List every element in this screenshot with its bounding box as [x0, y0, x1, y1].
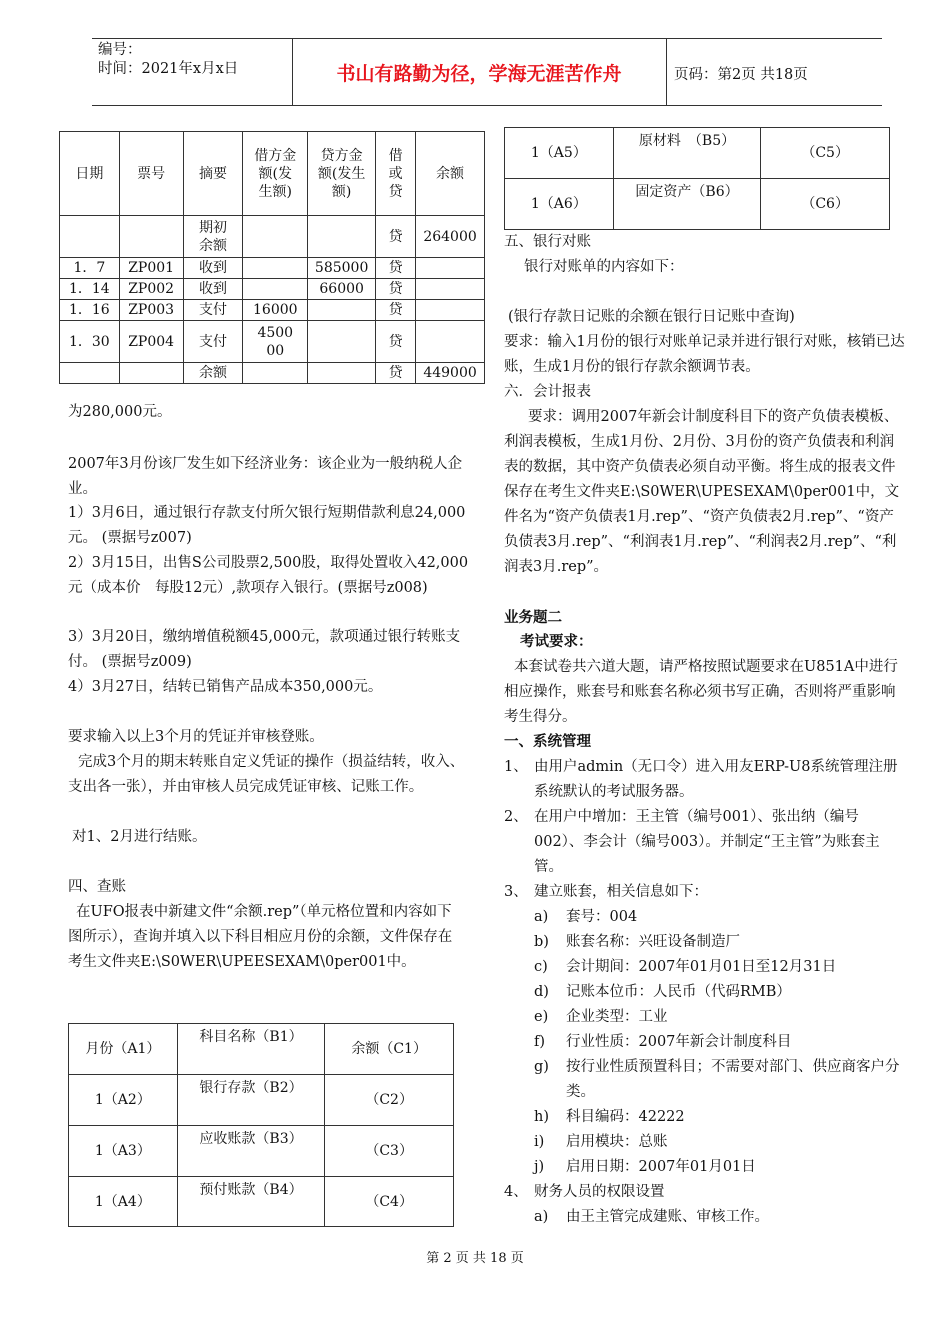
- ledger-cell: [60, 216, 120, 258]
- page-footer: 第 2 页 共 18 页: [426, 1251, 524, 1266]
- table-row: [69, 1177, 454, 1227]
- ledger-cell: ZP001: [119, 258, 183, 279]
- ledger-cell: [243, 363, 308, 384]
- ufo-cell: 固定资产（B6）: [613, 179, 761, 230]
- ledger-cell: 1．30: [60, 321, 120, 363]
- ledger-cell: 1．7: [60, 258, 120, 279]
- ledger-cell: 贷: [376, 216, 416, 258]
- table-row: [505, 179, 890, 230]
- sub-number: c): [534, 959, 548, 975]
- section-title: 五、银行对账: [504, 234, 591, 250]
- ledger-cell: 余额: [183, 363, 243, 384]
- ledger-cell: 264000: [416, 216, 485, 258]
- table-row: [60, 279, 485, 300]
- section-title: 六．会计报表: [504, 384, 591, 400]
- ledger-cell: [308, 300, 376, 321]
- ledger-cell: [119, 216, 183, 258]
- ufo-cell: 预付账款（B4）: [177, 1177, 325, 1227]
- ufo-table-left: [68, 1023, 454, 1227]
- table-row: [69, 1126, 454, 1177]
- table-row: [60, 216, 485, 258]
- task-title: 业务题二: [504, 610, 562, 626]
- ledger-header-cell: 票号: [119, 132, 183, 216]
- section-text: 银行对账单的内容如下：: [524, 259, 684, 275]
- section-text: 要求：调用2007年新会计制度科目下的资产负债表模板、利润表模板，生成1月份、2月份、3月份的资产负债表和利润表的数据，其中资产负债表必须自动平衡。将生成的报表文件保存在考生文件夹E:\S0WER\UPESEXAM\0per001中，文件名为“资产负债表1月.rep”、“资产负债表2月.rep”、“资产负债表3月.rep”、“利润表1月.rep”、“利润表2月.rep”、“利润表3月.rep”。: [504, 409, 900, 575]
- sub-number: i): [534, 1134, 545, 1150]
- ledger-cell: 贷: [376, 363, 416, 384]
- ledger-cell: 贷: [376, 321, 416, 363]
- sub-number: b): [534, 934, 549, 950]
- time-label: 时间：2021年x月x日: [98, 61, 239, 77]
- table-row: [69, 1024, 454, 1075]
- ufo-cell: 余额（C1）: [325, 1024, 454, 1075]
- ledger-cell: [416, 321, 485, 363]
- section-text: 在UFO报表中新建文件“余额.rep”（单元格位置和内容如下图所示），查询并填入以下科目相应月份的余额，文件保存在考生文件夹E:\S0WER\UPEESEXAM\0per001中。: [68, 904, 453, 970]
- business-item: 3）3月20日，缴纳增值税额45,000元，款项通过银行转账支付。 (票据号z009): [68, 629, 461, 670]
- ledger-header-cell: 余额: [416, 132, 485, 216]
- ufo-cell: 1（A6）: [505, 179, 614, 230]
- ufo-cell: 1（A5）: [505, 128, 614, 179]
- ufo-cell: （C5）: [761, 128, 890, 179]
- ledger-table: [59, 131, 485, 384]
- sub-number: a): [534, 1209, 549, 1225]
- sub-item: 账套名称：兴旺设备制造厂: [566, 934, 740, 950]
- ledger-cell: 收到: [183, 258, 243, 279]
- ledger-cell: ZP004: [119, 321, 183, 363]
- exam-requirement-text: 本套试卷共六道大题，请严格按照试题要求在U851A中进行相应操作，账套号和账套名称必须书写正确，否则将严重影响考生得分。: [504, 659, 898, 725]
- ledger-cell: 1．16: [60, 300, 120, 321]
- section-text: (银行存款日记账的余额在银行日记账中查询): [508, 309, 795, 325]
- ufo-cell: 1（A4）: [69, 1177, 178, 1227]
- requirement-text: 完成3个月的期末转账自定义凭证的操作（损益结转，收入、支出各一张），并由审核人员完成凭证审核、记账工作。: [68, 754, 465, 795]
- sub-number: a): [534, 909, 549, 925]
- list-number: 3、: [504, 884, 528, 900]
- ledger-cell: [416, 258, 485, 279]
- table-row: [60, 258, 485, 279]
- ledger-cell: 1．14: [60, 279, 120, 300]
- ufo-cell: （C6）: [761, 179, 890, 230]
- sub-item: 科目编码：42222: [566, 1109, 685, 1125]
- ufo-table-right: [504, 127, 890, 230]
- ledger-cell: [119, 363, 183, 384]
- list-number: 4、: [504, 1184, 528, 1200]
- page-header: [92, 38, 882, 106]
- sub-item: 企业类型：工业: [566, 1009, 668, 1025]
- table-row: [69, 1075, 454, 1126]
- ledger-header-cell: 日期: [60, 132, 120, 216]
- requirement-text: 要求输入以上3个月的凭证并审核登账。: [68, 729, 324, 745]
- ledger-cell: [416, 279, 485, 300]
- ledger-cell: [308, 363, 376, 384]
- sub-item: 启用日期：2007年01月01日: [566, 1159, 756, 1175]
- number-label: 编号：: [98, 42, 142, 58]
- intro-paragraph: 2007年3月份该厂发生如下经济业务：该企业为一般纳税人企业。: [68, 456, 463, 497]
- ledger-cell: [308, 216, 376, 258]
- ledger-cell: [243, 279, 308, 300]
- ledger-cell: 支付: [183, 300, 243, 321]
- ledger-cell: ZP002: [119, 279, 183, 300]
- business-item: 4）3月27日，结转已销售产品成本350,000元。: [68, 679, 383, 695]
- list-item: 财务人员的权限设置: [534, 1184, 665, 1200]
- sub-number: h): [534, 1109, 549, 1125]
- ledger-cell: 16000: [243, 300, 308, 321]
- table-row: [505, 128, 890, 179]
- exam-requirement-title: 考试要求：: [520, 634, 593, 650]
- sub-item: 行业性质：2007年新会计制度科目: [566, 1034, 792, 1050]
- header-motto: 书山有路勤为径，学海无涯苦作舟: [336, 63, 622, 85]
- sub-item: 套号：004: [566, 909, 638, 925]
- header-divider: [666, 39, 667, 105]
- ledger-cell: 585000: [308, 258, 376, 279]
- sub-number: g): [534, 1059, 549, 1075]
- ledger-cell: [243, 216, 308, 258]
- ledger-cell: [308, 321, 376, 363]
- ledger-cell: [60, 363, 120, 384]
- sub-item: 记账本位币：人民币（代码RMB）: [566, 984, 791, 1000]
- ufo-cell: 银行存款（B2）: [177, 1075, 325, 1126]
- ledger-header-cell: 借方金额(发生额): [243, 132, 308, 216]
- sub-number: f): [534, 1034, 546, 1050]
- ledger-header-row: [60, 132, 485, 216]
- ledger-header-cell: 借或贷: [376, 132, 416, 216]
- sub-item: 按行业性质预置科目；不需要对部门、供应商客户分类。: [566, 1059, 900, 1100]
- ufo-cell: 应收账款（B3）: [177, 1126, 325, 1177]
- sub-item: 启用模块：总账: [566, 1134, 668, 1150]
- sub-item: 会计期间：2007年01月01日至12月31日: [566, 959, 837, 975]
- section-title: 一、系统管理: [504, 734, 591, 750]
- table-row: [60, 321, 485, 363]
- ufo-cell: 月份（A1）: [69, 1024, 178, 1075]
- ledger-cell: [243, 258, 308, 279]
- section-title: 四、查账: [68, 879, 126, 895]
- business-item: 1）3月6日，通过银行存款支付所欠银行短期借款利息24,000元。 (票据号z007): [68, 505, 466, 546]
- ledger-cell: 期初余额: [183, 216, 243, 258]
- ledger-cell: 收到: [183, 279, 243, 300]
- ufo-cell: （C4）: [325, 1177, 454, 1227]
- ledger-cell: [416, 300, 485, 321]
- ufo-cell: （C2）: [325, 1075, 454, 1126]
- requirement-text: 对1、2月进行结账。: [72, 829, 207, 845]
- list-item: 由用户admin（无口令）进入用友ERP-U8系统管理注册系统默认的考试服务器。: [534, 759, 898, 800]
- ledger-cell: 449000: [416, 363, 485, 384]
- section-text: 要求：输入1月份的银行对账单记录并进行银行对账，核销已达账，生成1月份的银行存款余额调节表。: [504, 334, 905, 375]
- header-meta: [98, 41, 238, 79]
- list-item: 在用户中增加：王主管（编号001）、张出纳（编号002）、李会计（编号003）。并制定“王主管”为账套主管。: [534, 809, 880, 875]
- ledger-cell: 450000: [243, 321, 308, 363]
- ufo-cell: 原材料 （B5）: [613, 128, 761, 179]
- ledger-header-cell: 贷方金额(发生额): [308, 132, 376, 216]
- list-number: 1、: [504, 759, 528, 775]
- sub-number: j): [534, 1159, 545, 1175]
- ledger-cell: 贷: [376, 279, 416, 300]
- ufo-cell: 科目名称（B1）: [177, 1024, 325, 1075]
- ledger-cell: 贷: [376, 300, 416, 321]
- sub-number: d): [534, 984, 549, 1000]
- ufo-cell: （C3）: [325, 1126, 454, 1177]
- ufo-cell: 1（A3）: [69, 1126, 178, 1177]
- ledger-header-cell: 摘要: [183, 132, 243, 216]
- table-row: [60, 363, 485, 384]
- balance-note: 为280,000元。: [68, 404, 172, 420]
- list-number: 2、: [504, 809, 528, 825]
- sub-item: 由王主管完成建账、审核工作。: [566, 1209, 769, 1225]
- sub-number: e): [534, 1009, 549, 1025]
- ledger-cell: 支付: [183, 321, 243, 363]
- list-item: 建立账套，相关信息如下：: [534, 884, 708, 900]
- header-page-label: 页码：第2页 共18页: [674, 67, 808, 83]
- table-row: [60, 300, 485, 321]
- business-item: 2）3月15日，出售S公司股票2,500股，取得处置收入42,000元（成本价 每股12元）,款项存入银行。(票据号z008): [68, 555, 469, 596]
- ledger-cell: 66000: [308, 279, 376, 300]
- ufo-cell: 1（A2）: [69, 1075, 178, 1126]
- ledger-cell: 贷: [376, 258, 416, 279]
- ledger-cell: ZP003: [119, 300, 183, 321]
